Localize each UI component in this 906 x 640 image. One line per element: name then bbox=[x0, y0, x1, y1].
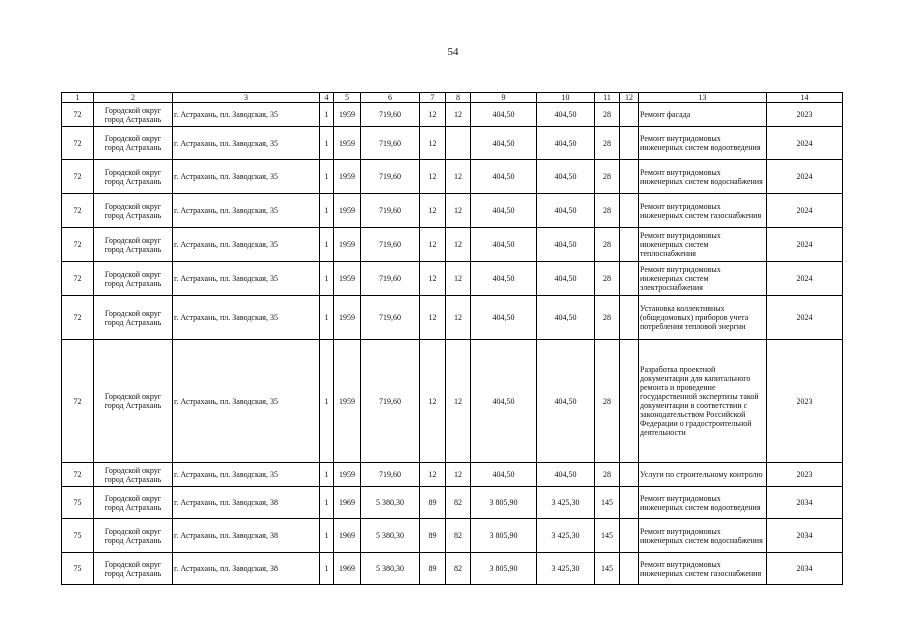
col12-cell bbox=[620, 194, 639, 228]
plan-year-cell: 2024 bbox=[767, 127, 843, 160]
row-number-cell: 72 bbox=[62, 127, 94, 160]
col10-cell: 3 425,30 bbox=[537, 487, 595, 519]
row-number-cell: 72 bbox=[62, 340, 94, 463]
year-cell: 1969 bbox=[334, 519, 361, 553]
col8-cell: 12 bbox=[446, 228, 471, 262]
col4-cell: 1 bbox=[320, 228, 334, 262]
area-cell: 719,60 bbox=[361, 340, 420, 463]
col10-cell: 404,50 bbox=[537, 296, 595, 340]
area-cell: 719,60 bbox=[361, 296, 420, 340]
table-row bbox=[62, 340, 843, 463]
year-cell: 1959 bbox=[334, 127, 361, 160]
col7-cell: 12 bbox=[420, 127, 446, 160]
col10-cell: 404,50 bbox=[537, 463, 595, 487]
column-header: 11 bbox=[595, 93, 620, 103]
year-cell: 1969 bbox=[334, 487, 361, 519]
column-header: 1 bbox=[62, 93, 94, 103]
column-header: 12 bbox=[620, 93, 639, 103]
area-cell: 719,60 bbox=[361, 103, 420, 127]
col9-cell: 3 805,90 bbox=[471, 487, 537, 519]
column-header: 8 bbox=[446, 93, 471, 103]
column-header: 14 bbox=[767, 93, 843, 103]
col10-cell: 3 425,30 bbox=[537, 519, 595, 553]
col8-cell bbox=[446, 127, 471, 160]
col7-cell: 12 bbox=[420, 463, 446, 487]
plan-year-cell: 2023 bbox=[767, 103, 843, 127]
col10-cell: 404,50 bbox=[537, 228, 595, 262]
col4-cell: 1 bbox=[320, 519, 334, 553]
col7-cell: 12 bbox=[420, 296, 446, 340]
row-number-cell: 72 bbox=[62, 463, 94, 487]
table-row bbox=[62, 194, 843, 228]
row-number-cell: 72 bbox=[62, 103, 94, 127]
area-cell: 719,60 bbox=[361, 127, 420, 160]
col7-cell: 89 bbox=[420, 519, 446, 553]
area-cell: 719,60 bbox=[361, 463, 420, 487]
col10-cell: 404,50 bbox=[537, 103, 595, 127]
work-type-cell: Услуги по строительному контролю bbox=[639, 463, 767, 487]
col7-cell: 12 bbox=[420, 194, 446, 228]
col7-cell: 89 bbox=[420, 487, 446, 519]
page-number: 54 bbox=[447, 46, 459, 58]
address-cell: г. Астрахань, пл. Заводская, 38 bbox=[173, 553, 320, 585]
col4-cell: 1 bbox=[320, 160, 334, 194]
col9-cell: 404,50 bbox=[471, 228, 537, 262]
row-number-cell: 72 bbox=[62, 160, 94, 194]
year-cell: 1959 bbox=[334, 194, 361, 228]
municipality-cell: Городской округ город Астрахань bbox=[94, 262, 173, 296]
work-type-cell: Ремонт внутридомовых инженерных систем водоотведения bbox=[639, 127, 767, 160]
col12-cell bbox=[620, 127, 639, 160]
col9-cell: 404,50 bbox=[471, 194, 537, 228]
address-cell: г. Астрахань, пл. Заводская, 35 bbox=[173, 103, 320, 127]
row-number-cell: 72 bbox=[62, 296, 94, 340]
area-cell: 719,60 bbox=[361, 194, 420, 228]
col12-cell bbox=[620, 228, 639, 262]
col8-cell: 82 bbox=[446, 553, 471, 585]
col10-cell: 404,50 bbox=[537, 127, 595, 160]
col4-cell: 1 bbox=[320, 463, 334, 487]
col9-cell: 404,50 bbox=[471, 463, 537, 487]
col4-cell: 1 bbox=[320, 127, 334, 160]
col12-cell bbox=[620, 519, 639, 553]
column-header: 6 bbox=[361, 93, 420, 103]
col10-cell: 404,50 bbox=[537, 340, 595, 463]
work-type-cell: Ремонт внутридомовых инженерных систем водоотведения bbox=[639, 487, 767, 519]
table-row bbox=[62, 228, 843, 262]
col12-cell bbox=[620, 487, 639, 519]
col8-cell: 12 bbox=[446, 463, 471, 487]
col11-cell: 28 bbox=[595, 463, 620, 487]
col8-cell: 12 bbox=[446, 262, 471, 296]
col7-cell: 12 bbox=[420, 160, 446, 194]
col12-cell bbox=[620, 262, 639, 296]
col4-cell: 1 bbox=[320, 103, 334, 127]
col7-cell: 89 bbox=[420, 553, 446, 585]
plan-year-cell: 2023 bbox=[767, 463, 843, 487]
col11-cell: 28 bbox=[595, 160, 620, 194]
col9-cell: 404,50 bbox=[471, 340, 537, 463]
address-cell: г. Астрахань, пл. Заводская, 38 bbox=[173, 519, 320, 553]
table-row bbox=[62, 262, 843, 296]
row-number-cell: 72 bbox=[62, 194, 94, 228]
col11-cell: 28 bbox=[595, 194, 620, 228]
work-type-cell: Установка коллективных (общедомовых) приборов учета потребления тепловой энергии bbox=[639, 296, 767, 340]
column-header: 10 bbox=[537, 93, 595, 103]
col9-cell: 404,50 bbox=[471, 103, 537, 127]
plan-year-cell: 2024 bbox=[767, 194, 843, 228]
plan-year-cell: 2024 bbox=[767, 160, 843, 194]
municipality-cell: Городской округ город Астрахань bbox=[94, 160, 173, 194]
column-header: 9 bbox=[471, 93, 537, 103]
work-type-cell: Разработка проектной документации для капитального ремонта и проведение государственной экспертизы такой документации в соответствии с законодательством Российской Федерации о градостроительной деятельности bbox=[639, 340, 767, 463]
col12-cell bbox=[620, 103, 639, 127]
col9-cell: 3 805,90 bbox=[471, 519, 537, 553]
municipality-cell: Городской округ город Астрахань bbox=[94, 340, 173, 463]
table-row bbox=[62, 103, 843, 127]
municipality-cell: Городской округ город Астрахань bbox=[94, 127, 173, 160]
col11-cell: 145 bbox=[595, 519, 620, 553]
column-header: 4 bbox=[320, 93, 334, 103]
col4-cell: 1 bbox=[320, 340, 334, 463]
address-cell: г. Астрахань, пл. Заводская, 35 bbox=[173, 262, 320, 296]
col8-cell: 12 bbox=[446, 194, 471, 228]
address-cell: г. Астрахань, пл. Заводская, 35 bbox=[173, 340, 320, 463]
column-header: 13 bbox=[639, 93, 767, 103]
year-cell: 1959 bbox=[334, 228, 361, 262]
col12-cell bbox=[620, 296, 639, 340]
table-row bbox=[62, 296, 843, 340]
row-number-cell: 72 bbox=[62, 262, 94, 296]
row-number-cell: 75 bbox=[62, 553, 94, 585]
work-type-cell: Ремонт внутридомовых инженерных систем газоснабжения bbox=[639, 553, 767, 585]
municipality-cell: Городской округ город Астрахань bbox=[94, 487, 173, 519]
col8-cell: 12 bbox=[446, 296, 471, 340]
municipality-cell: Городской округ город Астрахань bbox=[94, 228, 173, 262]
col8-cell: 12 bbox=[446, 160, 471, 194]
area-cell: 5 380,30 bbox=[361, 519, 420, 553]
plan-year-cell: 2034 bbox=[767, 519, 843, 553]
col4-cell: 1 bbox=[320, 296, 334, 340]
year-cell: 1959 bbox=[334, 160, 361, 194]
address-cell: г. Астрахань, пл. Заводская, 38 bbox=[173, 487, 320, 519]
address-cell: г. Астрахань, пл. Заводская, 35 bbox=[173, 127, 320, 160]
table-row bbox=[62, 553, 843, 585]
table-row bbox=[62, 463, 843, 487]
area-cell: 719,60 bbox=[361, 262, 420, 296]
address-cell: г. Астрахань, пл. Заводская, 35 bbox=[173, 296, 320, 340]
col10-cell: 404,50 bbox=[537, 194, 595, 228]
column-header: 5 bbox=[334, 93, 361, 103]
col7-cell: 12 bbox=[420, 340, 446, 463]
col10-cell: 3 425,30 bbox=[537, 553, 595, 585]
table-row bbox=[62, 127, 843, 160]
col11-cell: 28 bbox=[595, 127, 620, 160]
municipality-cell: Городской округ город Астрахань bbox=[94, 296, 173, 340]
table-row bbox=[62, 487, 843, 519]
capital-repair-table bbox=[61, 92, 843, 585]
row-number-cell: 75 bbox=[62, 487, 94, 519]
area-cell: 719,60 bbox=[361, 228, 420, 262]
municipality-cell: Городской округ город Астрахань bbox=[94, 553, 173, 585]
work-type-cell: Ремонт внутридомовых инженерных систем теплоснабжения bbox=[639, 228, 767, 262]
area-cell: 719,60 bbox=[361, 160, 420, 194]
plan-year-cell: 2024 bbox=[767, 262, 843, 296]
col7-cell: 12 bbox=[420, 262, 446, 296]
col11-cell: 145 bbox=[595, 487, 620, 519]
col7-cell: 12 bbox=[420, 228, 446, 262]
col9-cell: 404,50 bbox=[471, 296, 537, 340]
address-cell: г. Астрахань, пл. Заводская, 35 bbox=[173, 160, 320, 194]
year-cell: 1959 bbox=[334, 340, 361, 463]
row-number-cell: 72 bbox=[62, 228, 94, 262]
plan-year-cell: 2023 bbox=[767, 340, 843, 463]
col8-cell: 12 bbox=[446, 340, 471, 463]
work-type-cell: Ремонт внутридомовых инженерных систем водоснабжения bbox=[639, 519, 767, 553]
col11-cell: 28 bbox=[595, 262, 620, 296]
table-row bbox=[62, 519, 843, 553]
address-cell: г. Астрахань, пл. Заводская, 35 bbox=[173, 194, 320, 228]
col9-cell: 404,50 bbox=[471, 127, 537, 160]
area-cell: 5 380,30 bbox=[361, 487, 420, 519]
municipality-cell: Городской округ город Астрахань bbox=[94, 519, 173, 553]
municipality-cell: Городской округ город Астрахань bbox=[94, 103, 173, 127]
col8-cell: 12 bbox=[446, 103, 471, 127]
year-cell: 1959 bbox=[334, 296, 361, 340]
column-header: 3 bbox=[173, 93, 320, 103]
col11-cell: 28 bbox=[595, 228, 620, 262]
col12-cell bbox=[620, 463, 639, 487]
col4-cell: 1 bbox=[320, 194, 334, 228]
col4-cell: 1 bbox=[320, 262, 334, 296]
col4-cell: 1 bbox=[320, 487, 334, 519]
col12-cell bbox=[620, 553, 639, 585]
col9-cell: 3 805,90 bbox=[471, 553, 537, 585]
table-row bbox=[62, 160, 843, 194]
col8-cell: 82 bbox=[446, 487, 471, 519]
col12-cell bbox=[620, 340, 639, 463]
col7-cell: 12 bbox=[420, 103, 446, 127]
year-cell: 1959 bbox=[334, 463, 361, 487]
plan-year-cell: 2024 bbox=[767, 228, 843, 262]
address-cell: г. Астрахань, пл. Заводская, 35 bbox=[173, 228, 320, 262]
area-cell: 5 380,30 bbox=[361, 553, 420, 585]
municipality-cell: Городской округ город Астрахань bbox=[94, 194, 173, 228]
work-type-cell: Ремонт внутридомовых инженерных систем газоснабжения bbox=[639, 194, 767, 228]
row-number-cell: 75 bbox=[62, 519, 94, 553]
plan-year-cell: 2034 bbox=[767, 553, 843, 585]
address-cell: г. Астрахань, пл. Заводская, 35 bbox=[173, 463, 320, 487]
work-type-cell: Ремонт внутридомовых инженерных систем электроснабжения bbox=[639, 262, 767, 296]
col10-cell: 404,50 bbox=[537, 160, 595, 194]
municipality-cell: Городской округ город Астрахань bbox=[94, 463, 173, 487]
work-type-cell: Ремонт фасада bbox=[639, 103, 767, 127]
col11-cell: 28 bbox=[595, 340, 620, 463]
plan-year-cell: 2034 bbox=[767, 487, 843, 519]
col11-cell: 28 bbox=[595, 296, 620, 340]
col8-cell: 82 bbox=[446, 519, 471, 553]
plan-year-cell: 2024 bbox=[767, 296, 843, 340]
col9-cell: 404,50 bbox=[471, 262, 537, 296]
column-numbers-row bbox=[62, 93, 843, 103]
col12-cell bbox=[620, 160, 639, 194]
column-header: 7 bbox=[420, 93, 446, 103]
year-cell: 1969 bbox=[334, 553, 361, 585]
column-header: 2 bbox=[94, 93, 173, 103]
col4-cell: 1 bbox=[320, 553, 334, 585]
col9-cell: 404,50 bbox=[471, 160, 537, 194]
col11-cell: 145 bbox=[595, 553, 620, 585]
col10-cell: 404,50 bbox=[537, 262, 595, 296]
work-type-cell: Ремонт внутридомовых инженерных систем водоснабжения bbox=[639, 160, 767, 194]
year-cell: 1959 bbox=[334, 103, 361, 127]
col11-cell: 28 bbox=[595, 103, 620, 127]
year-cell: 1959 bbox=[334, 262, 361, 296]
